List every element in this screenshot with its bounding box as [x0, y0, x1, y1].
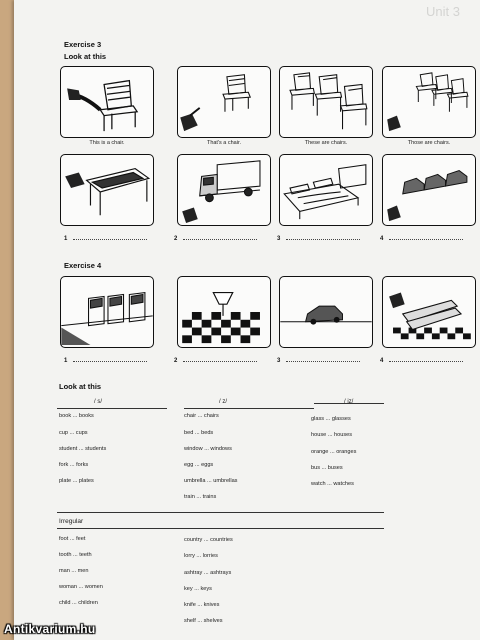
panel-buses-floor [382, 276, 476, 348]
plural-pair: tooth ... teeth [59, 552, 92, 558]
chairs-illustration [280, 67, 372, 137]
plural-pair: house ... houses [311, 432, 353, 438]
chair-illustration [178, 67, 270, 137]
divider [57, 408, 167, 409]
panel-beds [279, 154, 373, 226]
plural-pair: cup ... cups [59, 430, 88, 436]
panel-car [279, 276, 373, 348]
plural-pair: woman ... women [59, 584, 103, 590]
caption-4: Those are chairs. [407, 140, 451, 146]
lorry-illustration [178, 155, 270, 225]
plural-pair: chair ... chairs [184, 413, 219, 419]
answer-line-3[interactable]: 3 [277, 358, 360, 364]
irregular-title: Irregular [59, 518, 84, 525]
answer-line-1[interactable]: 1 [64, 236, 147, 242]
table-illustration [61, 155, 153, 225]
caption-2: That's a chair. [206, 140, 242, 146]
answer-line-4[interactable]: 4 [380, 236, 463, 242]
plural-pair: ashtray ... ashtrays [184, 570, 232, 576]
buses-illustration [383, 277, 475, 347]
plural-pair: foot ... feet [59, 536, 86, 542]
exercise3-title: Exercise 3 [64, 40, 102, 49]
plural-pair: window ... windows [184, 446, 232, 452]
divider [57, 528, 384, 529]
doors-illustration [61, 277, 153, 347]
panel-cars [382, 154, 476, 226]
plural-pair: bed ... beds [184, 430, 214, 436]
divider [184, 408, 314, 409]
plural-pair: lorry ... lorries [184, 553, 218, 559]
chairs-illustration [383, 67, 475, 137]
panel-doors [60, 276, 154, 348]
col-head-s: / s/ [94, 399, 103, 405]
glass-illustration [178, 277, 270, 347]
cars-illustration [383, 155, 475, 225]
divider [314, 403, 384, 404]
exercise4-title: Exercise 4 [64, 261, 102, 270]
panel-that-chair [177, 66, 271, 138]
plural-pair: train ... trains [184, 494, 217, 500]
look-title: Look at this [59, 382, 102, 391]
caption-3: These are chairs. [304, 140, 348, 146]
workbook-page [14, 0, 480, 640]
panel-lorry [177, 154, 271, 226]
car-illustration [280, 277, 372, 347]
chair-illustration [61, 67, 153, 137]
answer-line-4[interactable]: 4 [380, 358, 463, 364]
watermark: Antikvarium.hu [4, 622, 96, 636]
plural-pair: country ... countries [184, 537, 233, 543]
plural-pair: book ... books [59, 413, 94, 419]
panel-these-chairs [279, 66, 373, 138]
divider [57, 512, 384, 513]
plural-pair: key ... keys [184, 586, 212, 592]
plural-pair: fork ... forks [59, 462, 89, 468]
plural-pair: plate ... plates [59, 478, 94, 484]
plural-pair: bus ... buses [311, 465, 343, 471]
plural-pair: child ... children [59, 600, 98, 606]
plural-pair: man ... men [59, 568, 89, 574]
panel-those-chairs [382, 66, 476, 138]
beds-illustration [280, 155, 372, 225]
exercise3-subtitle: Look at this [64, 52, 107, 61]
page-corner-label: Unit 3 [426, 4, 460, 19]
panel-glass-floor [177, 276, 271, 348]
plural-pair: shelf ... shelves [184, 618, 223, 624]
answer-line-1[interactable]: 1 [64, 358, 147, 364]
panel-this-chair [60, 66, 154, 138]
plural-pair: egg ... eggs [184, 462, 214, 468]
answer-line-3[interactable]: 3 [277, 236, 360, 242]
plural-pair: watch ... watches [311, 481, 354, 487]
answer-line-2[interactable]: 2 [174, 236, 257, 242]
plural-pair: glass ... glasses [311, 416, 351, 422]
plural-pair: student ... students [59, 446, 107, 452]
col-head-z: / z/ [219, 399, 228, 405]
col-head-iz: / iz/ [344, 399, 354, 405]
caption-1: This is a chair. [89, 140, 125, 146]
answer-line-2[interactable]: 2 [174, 358, 257, 364]
plural-pair: orange ... oranges [311, 449, 357, 455]
plural-pair: knife ... knives [184, 602, 220, 608]
plural-pair: umbrella ... umbrellas [184, 478, 238, 484]
panel-table [60, 154, 154, 226]
